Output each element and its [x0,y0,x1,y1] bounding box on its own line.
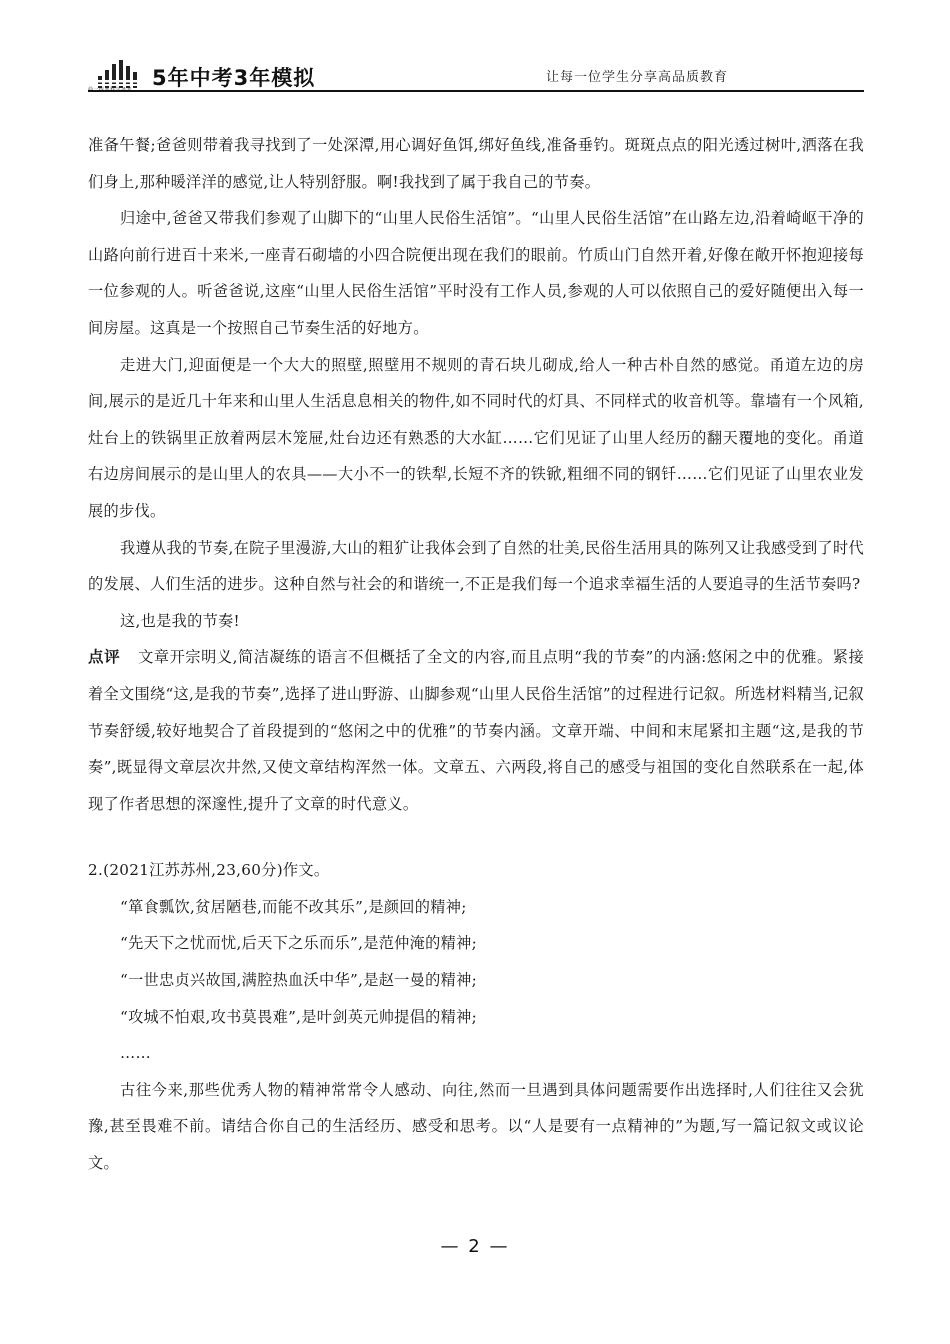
comment-block [88,639,864,822]
header-divider [88,90,864,92]
question-prompt: 古往今来,那些优秀人物的精神常常令人感动、向往,然而一旦遇到具体问题需要作出选择时,人们往往又会犹豫,甚至畏难不前。请结合你自己的生活经历、感受和思考。以“人是要有一点精神的”为题,写一篇记叙文或议论文。 [88,1080,864,1173]
section-gap [88,822,864,852]
quote-line: “攻城不怕艰,攻书莫畏难”,是叶剑英元帅提倡的精神; [120,1007,478,1026]
essay-paragraph-2: 归途中,爸爸又带我们参观了山脚下的“山里人民俗生活馆”。“山里人民俗生活馆”在山路左边,沿着崎岖干净的山路向前行进百十来米,一座青石砌墙的小四合院便出现在我们的眼前。竹质山门自然开着,好像在敞开怀抱迎接每一位参观的人。听爸爸说,这座“山里人民俗生活馆”平时没有工作人员,参观的人可以依照自己的爱好随便出入每一间房屋。这真是一个按照自己节奏生活的好地方。 [88,209,864,337]
quote-line: “先天下之忧而忧,后天下之乐而乐”,是范仲淹的精神; [120,934,478,953]
essay-paragraph-1: 准备午餐;爸爸则带着我寻找到了一处深潭,用心调好鱼饵,绑好鱼线,准备垂钓。斑斑点点的阳光透过树叶,洒落在我们身上,那种暖洋洋的感觉,让人特别舒服。啊!我找到了属于我自己的节奏。 [88,136,864,191]
brand-title: 5年中考3年模拟 [152,66,316,90]
comment-label: 点评 [88,648,121,667]
comment-text: 文章开宗明义,简洁凝练的语言不但概括了全文的内容,而且点明“我的节奏”的内涵:悠闲之中的优雅。紧接着全文围绕“这,是我的节奏”,选择了进山野游、山脚参观“山里人民俗生活馆”的过程进行记叙。所选材料精当,记叙节奏舒缓,较好地契合了首段提到的“悠闲之中的优雅”的节奏内涵。文章开端、中间和末尾紧扣主题“这,是我的节奏”,既显得文章层次井然,又使文章结构浑然一体。文章五、六两段,将自己的感受与祖国的变化自然联系在一起,体现了作者思想的深邃性,提升了文章的时代意义。 [88,648,864,813]
page-number: — 2 — [440,1236,510,1257]
essay-paragraph-4: 我遵从我的节奏,在院子里漫游,大山的粗犷让我体会到了自然的壮美,民俗生活用具的陈列又让我感受到了时代的发展、人们生活的进步。这种自然与社会的和谐统一,不正是我们每一个追求幸福生活的人要追寻的生活节奏吗? [88,538,864,594]
page-content [88,127,864,1182]
quote-ellipsis: …… [120,1044,151,1063]
quote-line: “箪食瓢饮,贫居陋巷,而能不改其乐”,是颜回的精神; [120,897,467,916]
page-header [88,50,864,92]
question-title: 2.(2021江苏苏州,23,60分)作文。 [88,861,330,880]
essay-paragraph-3: 走进大门,迎面便是一个大大的照壁,照壁用不规则的青石块儿砌成,给人一种古朴自然的感觉。甬道左边的房间,展示的是近几十年来和山里人生活息息相关的物件,如不同时代的灯具、不同样式的收音机等。靠墙有一个风箱,灶台上的铁锅里正放着两层木笼屉,灶台边还有熟悉的大水缸……它们见证了山里人经历的翻天覆地的变化。甬道右边房间展示的是山里人的农具——大小不一的铁犁,长短不齐的铁锨,粗细不同的钢钎……它们见证了山里农业发展的步伐。 [88,355,864,520]
logo-icon [96,56,140,90]
header-slogan: 让每一位学生分享高品质教育 [545,70,728,85]
essay-paragraph-5: 这,也是我的节奏! [120,611,240,630]
quote-line: “一世忠贞兴故国,满腔热血沃中华”,是赵一曼的精神; [120,971,478,990]
